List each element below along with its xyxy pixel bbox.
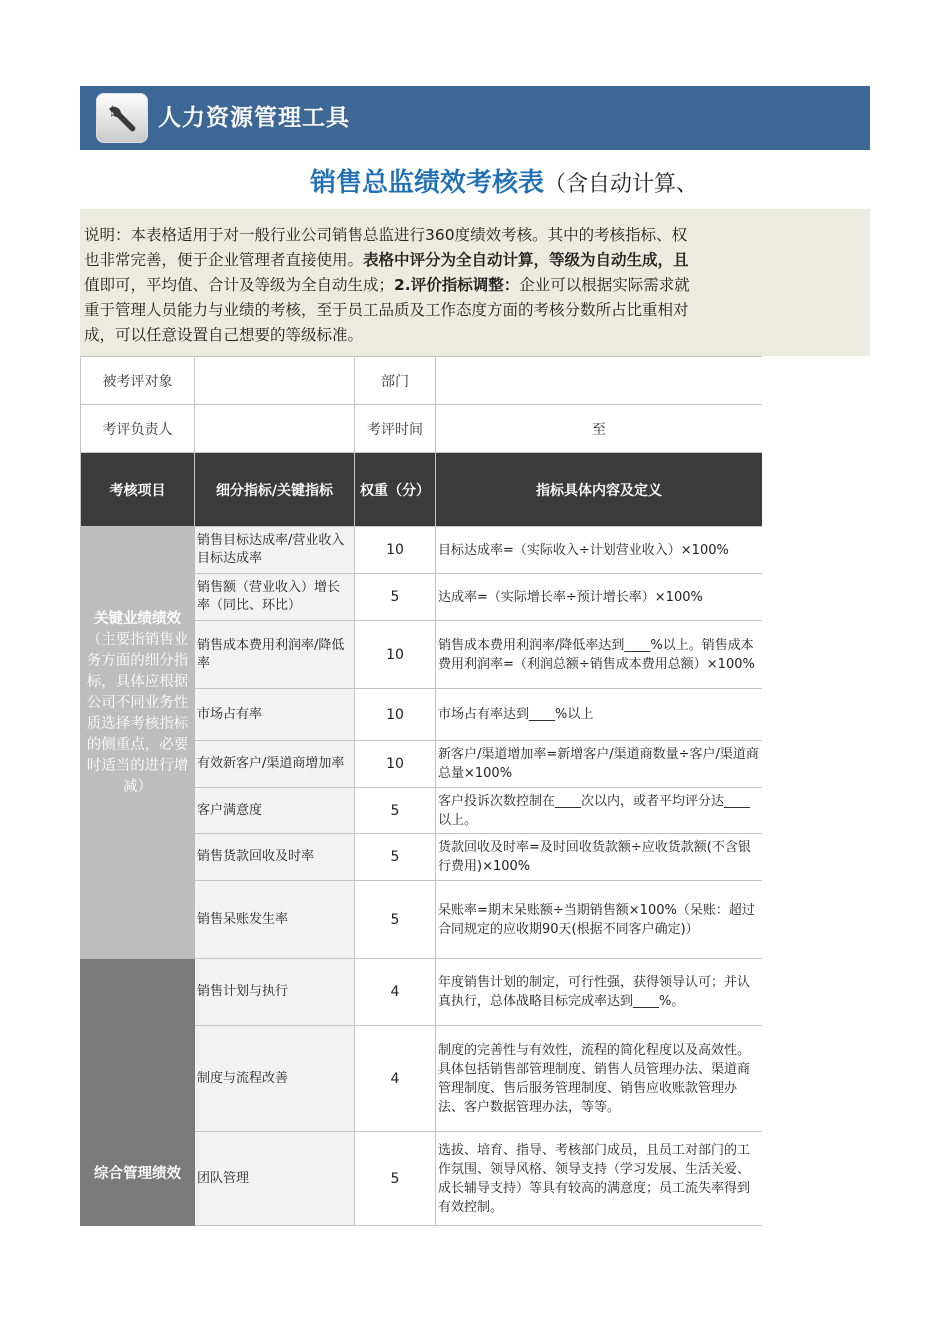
table-row: [81, 959, 763, 1026]
header-category: 考核项目: [81, 453, 195, 527]
wrench-icon: [96, 93, 148, 143]
weight-cell[interactable]: 5: [355, 834, 436, 881]
indicator-cell: 有效新客户/渠道商增加率: [195, 741, 355, 788]
weight-cell[interactable]: 10: [355, 689, 436, 741]
evaluation-sheet: [80, 356, 762, 1226]
note-bold-1: 表格中评分为全自动计算，等级为自动生成，且: [363, 251, 689, 269]
reviewer-label: 考评负责人: [81, 405, 195, 453]
note-line-5: 重于管理人员能力与业绩的考核，至于员工品质及工作态度方面的考核分数所占比重相对: [84, 301, 689, 319]
definition-cell: 货款回收及时率=及时回收货款额÷应收货款额(不含银行费用)×100%: [436, 834, 763, 881]
indicator-cell: 销售成本费用利润率/降低率: [195, 621, 355, 689]
definition-cell: 市场占有率达到____%以上: [436, 689, 763, 741]
target-label: 被考评对象: [81, 357, 195, 405]
note-bold-2: 2.评价指标调整：: [394, 276, 520, 294]
weight-cell[interactable]: 4: [355, 959, 436, 1026]
time-input[interactable]: 至: [436, 405, 763, 453]
dept-label: 部门: [355, 357, 436, 405]
definition-cell: 年度销售计划的制定，可行性强，获得领导认可；并认真执行，总体战略目标完成率达到____%。: [436, 959, 763, 1026]
indicator-cell: 销售呆账发生率: [195, 881, 355, 959]
definition-cell: 选拔、培育、指导、考核部门成员，且员工对部门的工作氛围、领导风格、领导支持（学习发展、生活关爱、成长辅导支持）等具有较高的满意度；员工流失率得到有效控制。: [436, 1132, 763, 1226]
weight-cell[interactable]: 4: [355, 1026, 436, 1132]
indicator-cell: 市场占有率: [195, 689, 355, 741]
note-line-4: 企业可以根据实际需求就: [519, 276, 690, 294]
category-kpi-desc: （主要指销售业务方面的细分指标，具体应根据公司不同业务性质选择考核指标的侧重点，必要时适当的进行增减）: [86, 632, 189, 795]
definition-cell: 客户投诉次数控制在____次以内，或者平均评分达____以上。: [436, 788, 763, 834]
weight-cell[interactable]: 5: [355, 574, 436, 621]
weight-cell[interactable]: 5: [355, 1132, 436, 1226]
indicator-cell: 销售目标达成率/营业收入目标达成率: [195, 527, 355, 574]
dept-input[interactable]: [436, 357, 763, 405]
weight-cell[interactable]: 10: [355, 527, 436, 574]
header-weight: 权重（分）: [355, 453, 436, 527]
info-row: [81, 357, 763, 405]
header-definition: 指标具体内容及定义: [436, 453, 763, 527]
note-line-3: 值即可，平均值、合计及等级为全自动生成；: [84, 276, 395, 294]
instructions-panel: [80, 209, 870, 356]
weight-cell[interactable]: 10: [355, 621, 436, 689]
indicator-cell: 销售额（营业收入）增长率（同比、环比）: [195, 574, 355, 621]
category-mgmt: [81, 959, 195, 1226]
definition-cell: 销售成本费用利润率/降低率达到____%以上。销售成本费用利润率=（利润总额÷销售成本费用总额）×100%: [436, 621, 763, 689]
definition-cell: 达成率=（实际增长率÷预计增长率）×100%: [436, 574, 763, 621]
note-line-6: 成，可以任意设置自己想要的等级标准。: [84, 326, 364, 344]
target-input[interactable]: [195, 357, 355, 405]
indicator-cell: 团队管理: [195, 1132, 355, 1226]
info-row: [81, 405, 763, 453]
header-indicator: 细分指标/关键指标: [195, 453, 355, 527]
category-mgmt-name: 综合管理绩效: [94, 1166, 181, 1182]
reviewer-input[interactable]: [195, 405, 355, 453]
time-label: 考评时间: [355, 405, 436, 453]
indicator-cell: 销售货款回收及时率: [195, 834, 355, 881]
definition-cell: 新客户/渠道增加率=新增客户/渠道商数量÷客户/渠道商总量×100%: [436, 741, 763, 788]
indicator-cell: 客户满意度: [195, 788, 355, 834]
form-subtitle: （含自动计算、: [544, 172, 699, 197]
weight-cell[interactable]: 5: [355, 788, 436, 834]
note-line-1: 说明：本表格适用于对一般行业公司销售总监进行360度绩效考核。其中的考核指标、权: [84, 226, 688, 244]
header-banner: [80, 86, 870, 150]
definition-cell: 目标达成率=（实际收入÷计划营业收入）×100%: [436, 527, 763, 574]
category-kpi: [81, 527, 195, 959]
instructions-text: [84, 223, 764, 348]
category-kpi-name: 关键业绩绩效: [94, 611, 181, 627]
definition-cell: 呆账率=期末呆账额÷当期销售额×100%（呆账：超过合同规定的应收期90天(根据不同客户确定)）: [436, 881, 763, 959]
definition-cell: 制度的完善性与有效性，流程的简化程度以及高效性。具体包括销售部管理制度、销售人员管理办法、渠道商管理制度、售后服务管理制度、销售应收账款管理办法、客户数据管理办法，等等。: [436, 1026, 763, 1132]
app-title: 人力资源管理工具: [158, 105, 350, 131]
weight-cell[interactable]: 10: [355, 741, 436, 788]
weight-cell[interactable]: 5: [355, 881, 436, 959]
table-row: [81, 527, 763, 574]
note-line-2: 也非常完善，便于企业管理者直接使用。: [84, 251, 364, 269]
indicator-cell: 制度与流程改善: [195, 1026, 355, 1132]
page-title: [310, 160, 870, 206]
table-header: [81, 453, 763, 527]
evaluation-table: [80, 356, 762, 1226]
form-title: 销售总监绩效考核表: [310, 168, 545, 198]
indicator-cell: 销售计划与执行: [195, 959, 355, 1026]
